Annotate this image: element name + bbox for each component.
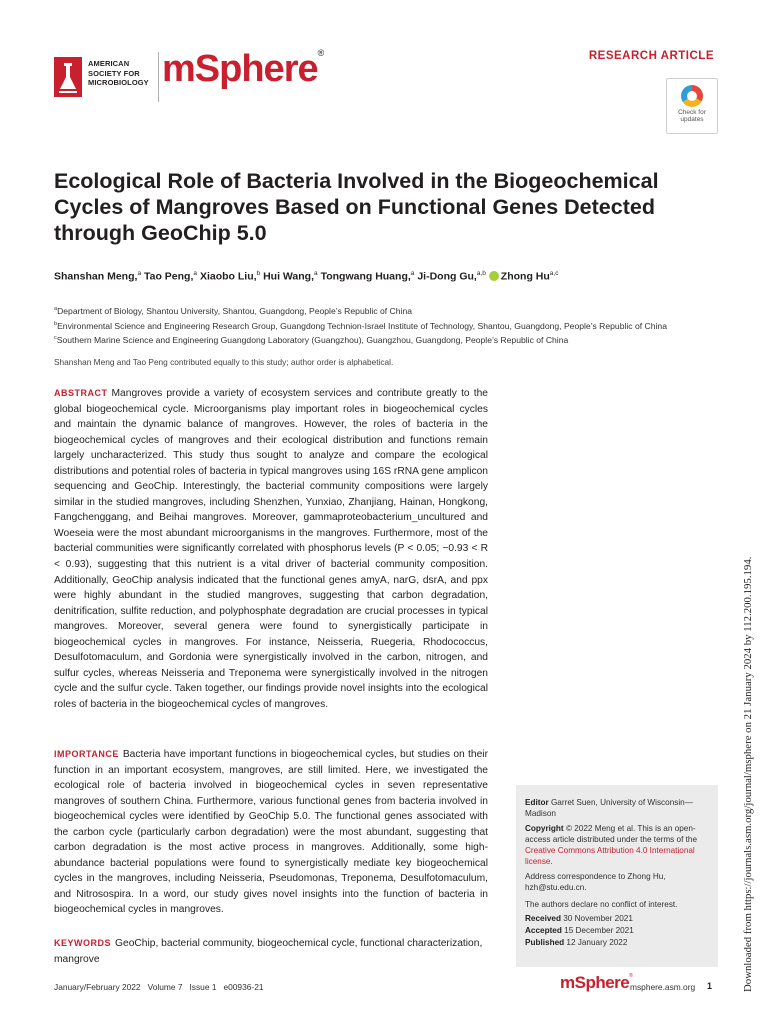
editor-info: Editor Garret Suen, University of Wisconsin—Madison — [525, 798, 693, 818]
abstract-label: ABSTRACT — [54, 388, 108, 398]
abstract-text: Mangroves provide a variety of ecosystem services and contribute greatly to the global biogeochemical cycle. Microorganisms play important roles in biogeochemical cycles and maintain the dynamic balance of mangroves. However, the roles of bacteria in the biogeochemical cycles of mangroves and their ecological distribution and functions remain largely uncharacterized. This study thus sought to analyze and compare the ecological distributions and potential roles of bacteria in typical mangroves using 16S rRNA gene amplicon sequencing and GeoChip. Interestingly, the bacterial community compositions were largely similar in the studied mangroves, including Shenzhen, Yunxiao, Zhanjiang, Hainan, Hongkong, Fangchenggang, and Beihai mangroves. Moreover, gammaproteobacterium_uncultured and Woeseia were the most abundant microorganisms in the mangroves. Furthermore, most of the bacterial communities were significantly correlated with phosphorus levels (P < 0.05; −0.93 < R < 0.93), suggesting that this nutrient is a vital driver of bacterial community composition. Additionally, GeoChip analysis indicated that the functional genes amyA, narG, dsrA, and ppx were highly abundant in the studied mangroves, suggesting that carbon degradation, denitrification, sulfite reduction, and polyphosphate degradation are crucial processes in typical mangroves. Moreover, several genera were found to synergistically participate in biogeochemical cycles in mangroves. For instance, Neisseria, Ruegeria, Rhodococcus, Desulfotomaculum, and Gordonia were synergistically involved in the carbon, nitrogen, and sulfur cycles, whereas Neisseria and Treponema were synergistically involved in the nitrogen cycle and the sulfur cycle. Taken together, our findings provide novel insights into the ecological roles of bacteria in the biogeochemical cycles of mangroves. — [54, 388, 488, 710]
author-affiliation-mark: a — [410, 270, 415, 277]
affiliation-mark: c — [54, 335, 57, 341]
author-name[interactable]: Ji-Dong Gu, — [417, 270, 477, 283]
journal-url-link[interactable]: msphere.asm.org — [630, 982, 696, 992]
article-info-box — [516, 785, 718, 967]
asm-logo — [54, 57, 154, 97]
author-affiliation-mark: a — [137, 270, 142, 277]
author-name[interactable]: Hui Wang, — [263, 270, 315, 283]
author-affiliation-mark: a,c — [549, 270, 559, 277]
author-affiliation-mark: a — [314, 270, 318, 277]
affiliation-text: Environmental Science and Engineering Research Group, Guangdong Technion-Israel Institute of Technology, Shantou, Guangdong, People’s Republic of China — [57, 320, 667, 331]
accepted-date: Accepted 15 December 2021 — [525, 926, 634, 935]
author-list — [54, 267, 714, 284]
correspondence: Address correspondence to Zhong Hu, hzh@stu.edu.cn. — [525, 872, 666, 892]
keywords — [54, 936, 488, 967]
abstract-paragraph — [54, 386, 488, 712]
article-title: Ecological Role of Bacteria Involved in the Biogeochemical Cycles of Mangroves Based on Functional Genes Detected through GeoChip 5.0 — [54, 169, 659, 245]
license-link[interactable]: Creative Commons Attribution 4.0 International license — [525, 846, 695, 866]
page-number: 1 — [707, 981, 713, 991]
society-name: AMERICAN SOCIETY FOR MICROBIOLOGY — [88, 59, 149, 87]
author-name[interactable]: Zhong Hu — [500, 270, 550, 283]
asm-emblem-icon — [54, 57, 82, 97]
affiliation-mark: b — [54, 321, 58, 327]
journal-logo: mSphere® — [162, 48, 324, 90]
download-stamp: Downloaded from https://journals.asm.org/journal/msphere on 21 January 2024 by 112.200.195.194. — [742, 556, 754, 992]
affiliation-mark: a — [54, 306, 58, 312]
author-name[interactable]: Shanshan Meng, — [54, 270, 138, 283]
affiliation — [54, 319, 734, 332]
orcid-icon[interactable] — [489, 271, 499, 281]
article-type: RESEARCH ARTICLE — [588, 50, 714, 62]
author-affiliation-mark: a,b — [476, 270, 486, 277]
author-affiliation-mark: b — [256, 270, 261, 277]
footer-journal-logo: mSphere® — [560, 973, 633, 992]
affiliation — [54, 304, 734, 317]
affiliation-text: Department of Biology, Shantou University, Shantou, Guangdong, People’s Republic of China — [57, 305, 413, 316]
check-updates-label: Check for updates — [678, 109, 706, 123]
author-name[interactable]: Xiaobo Liu, — [199, 270, 257, 283]
importance-label: IMPORTANCE — [54, 749, 119, 759]
check-updates-icon — [681, 85, 703, 107]
keywords-label: KEYWORDS — [54, 938, 112, 948]
contribution-note: Shanshan Meng and Tao Peng contributed equally to this study; author order is alphabetical. — [54, 357, 394, 367]
author-affiliation-mark: a — [193, 270, 198, 277]
affiliation-text: Southern Marine Science and Engineering Guangdong Laboratory (Guangzhou), Guangzhou, Guangdong, People’s Republic of China — [56, 334, 569, 345]
keywords-text: GeoChip, bacterial community, biogeochemical cycle, functional characterization, mangrove — [54, 938, 483, 965]
copyright-info: Copyright © 2022 Meng et al. This is an open-access article distributed under the terms of the Creative Commons Attribution 4.0 International license. — [525, 824, 698, 866]
author-name[interactable]: Tao Peng, — [143, 270, 194, 283]
check-for-updates-button[interactable] — [666, 78, 718, 134]
author-name[interactable]: Tongwang Huang, — [320, 270, 411, 283]
importance-paragraph — [54, 747, 488, 918]
conflict-statement: The authors declare no conflict of interest. — [525, 900, 678, 909]
affiliation — [54, 333, 734, 346]
importance-text: Bacteria have important functions in biogeochemical cycles, but studies on their function in an important ecosystem, mangroves, are still limited. Here, we investigated the ecological role of bacteria involved in biogeochemical cycles in seven representative mangroves of southern China. Furthermore, various functional genes from bacteria involved in biogeochemical cycles were identified by GeoChip 5.0. The functional genes associated with the carbon cycle (particularly carbon degradation) were the most abundant, suggesting that carbon degradation is the most active process in mangroves. Additionally, some high-abundance bacterial populations were found to synergistically mediate key biogeochemical cycles in the mangroves, including Neisseria, Pseudomonas, Treponema, Desulfotomaculum, and Nitrosospira. In a word, our study gives novel insights into the function of bacteria in biogeochemical cycles in mangroves. — [54, 749, 488, 916]
issue-info: January/February 2022 Volume 7 Issue 1 e00936-21 — [54, 982, 264, 992]
published-date: Published 12 January 2022 — [525, 938, 628, 947]
received-date: Received 30 November 2021 — [525, 914, 633, 923]
logo-divider — [158, 52, 159, 102]
